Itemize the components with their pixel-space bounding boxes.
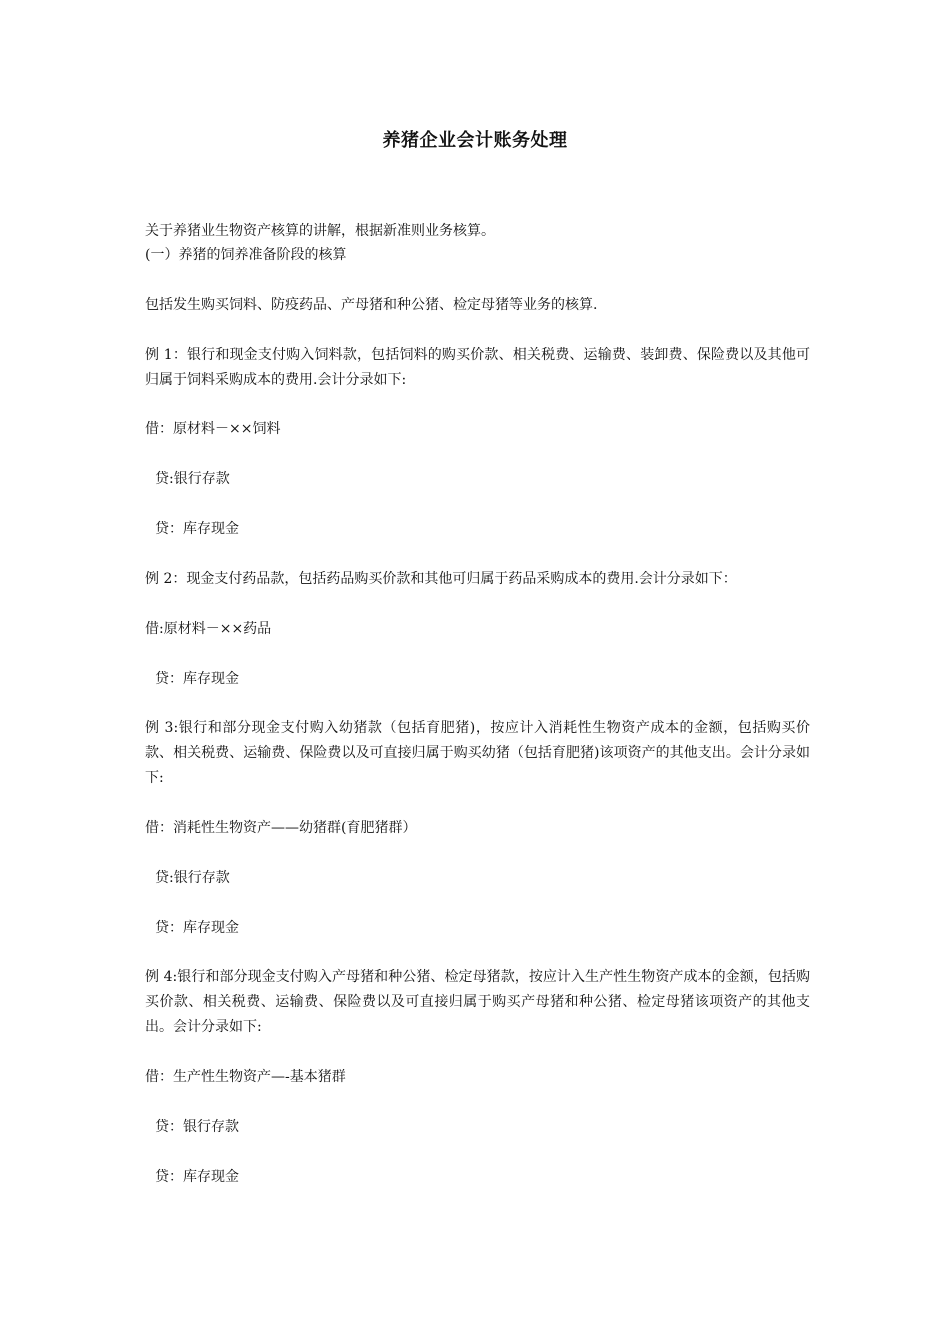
example-3-text: 例 3:银行和部分现金支付购入幼猪款（包括育肥猪)，按应计入消耗性生物资产成本的金额，包括购买价款、相关税费、运输费、保险费以及可直接归属于购买幼猪（包括育肥猪)该项资产的其他支出。会计分录如下: — [145, 720, 810, 786]
example-1-credit-cash: 贷：库存现金 — [155, 521, 239, 537]
example-1-debit: 借：原材料－××饲料 — [145, 421, 281, 437]
example-3-credit-cash: 贷：库存现金 — [155, 920, 239, 936]
example-2-credit-cash: 贷：库存现金 — [155, 671, 239, 687]
example-2-text: 例 2：现金支付药品款，包括药品购买价款和其他可归属于药品采购成本的费用.会计分录如下： — [145, 571, 737, 587]
document-title: 养猪企业会计账务处理 — [382, 130, 568, 151]
example-1-credit-bank: 贷:银行存款 — [155, 471, 230, 487]
example-4-credit-bank: 贷：银行存款 — [155, 1119, 239, 1135]
section-description: 包括发生购买饲料、防疫药品、产母猪和种公猪、检定母猪等业务的核算. — [145, 297, 598, 313]
example-1-text: 例 1：银行和现金支付购入饲料款，包括饲料的购买价款、相关税费、运输费、装卸费、保险费以及其他可归属于饲料采购成本的费用.会计分录如下: — [145, 347, 810, 388]
example-4-debit: 借：生产性生物资产—-基本猪群 — [145, 1069, 346, 1085]
example-3-debit: 借：消耗性生物资产——幼猪群(育肥猪群） — [145, 820, 417, 836]
example-3-credit-bank: 贷:银行存款 — [155, 870, 230, 886]
section-heading: (一）养猪的饲养准备阶段的核算 — [145, 247, 347, 263]
example-2-debit: 借:原材料－××药品 — [145, 621, 272, 637]
example-4-credit-cash: 贷：库存现金 — [155, 1169, 239, 1185]
example-4-text: 例 4:银行和部分现金支付购入产母猪和种公猪、检定母猪款，按应计入生产性生物资产成本的金额，包括购买价款、相关税费、运输费、保险费以及可直接归属于购买产母猪和种公猪、检定母猪该项资产的其他支出。会计分录如下: — [145, 969, 810, 1035]
intro-text: 关于养猪业生物资产核算的讲解，根据新准则业务核算。 — [145, 223, 495, 239]
